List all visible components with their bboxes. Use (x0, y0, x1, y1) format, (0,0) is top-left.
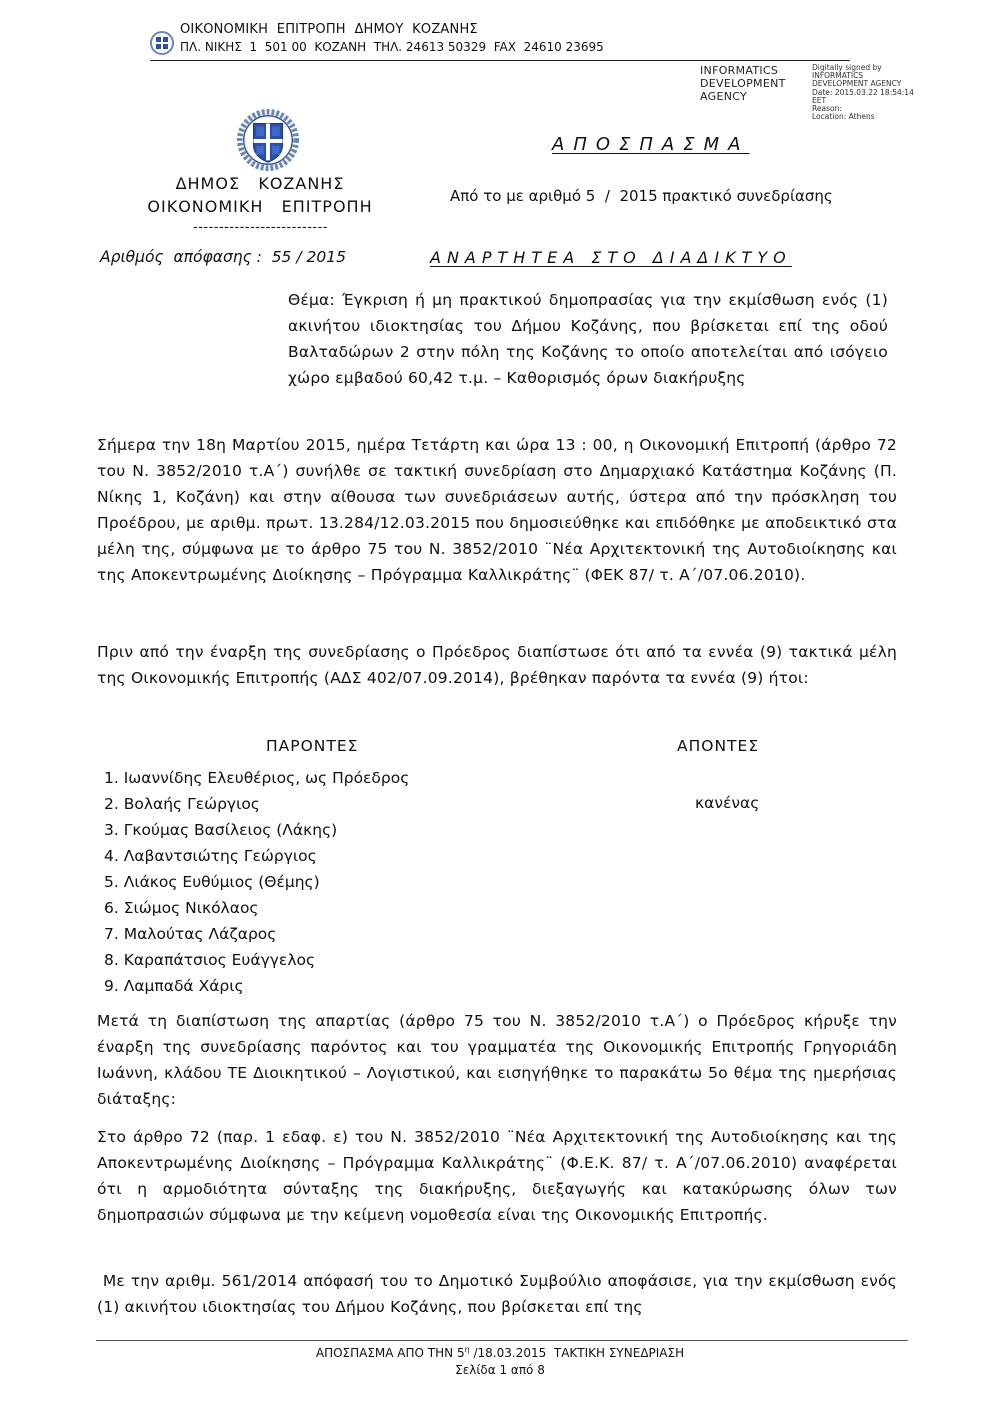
list-item: 5. Λιάκος Ευθύμιος (Θέμης) (104, 873, 320, 891)
footer-rule (96, 1340, 908, 1341)
meeting-intro-paragraph: Σήμερα την 18η Μαρτίου 2015, ημέρα Τετάρτη και ώρα 13 : 00, η Οικονομική Επιτροπή (άρθρο 72 του Ν. 3852/2010 τ.Α΄) συνήλθε σε τακτική συνεδρίαση στο Δημαρχιακό Κατάστημα Κοζάνης (Π. Νίκης 1, Κοζάνη) και στην αίθουσα των συνεδριάσεων αυτής, ύστερα από την πρόσκληση του Προέδρου, με αριθμ. πρωτ. 13.284/12.03.2015 που δημοσιεύθηκε και επιδόθηκε με αποδεικτικό στα μέλη της, σύμφωνα με το άρθρο 75 του Ν. 3852/2010 ¨Νέα Αρχιτεκτονική της Αυτοδιοίκησης και της Αποκεντρωμένης Διοίκησης – Πρόγραμμα Καλλικράτης¨ (ΦΕΚ 87/ τ. Α΄/07.06.2010). (97, 436, 897, 584)
quorum-paragraph: Πριν από την έναρξη της συνεδρίασης ο Πρόεδρος διαπίστωσε ότι από τα εννέα (9) τακτικά μέλη της Οικονομικής Επιτροπής (ΑΔΣ 402/07.09.2014), βρέθηκαν παρόντα τα εννέα (9) ήτοι: (97, 643, 897, 687)
organization-heading (110, 172, 410, 218)
footer-ref-pre: ΑΠΟΣΠΑΣΜΑ ΑΠΟ ΤΗΝ 5 (315, 1346, 465, 1360)
municipality-name: ΔΗΜΟΣ ΚΟΖΑΝΗΣ (175, 174, 345, 193)
header-title: ΟΙΚΟΝΟΜΙΚΗ ΕΠΙΤΡΟΠΗ ΔΗΜΟΥ ΚΟΖΑΝΗΣ (180, 22, 478, 37)
session-opening-paragraph: Μετά τη διαπίστωση της απαρτίας (άρθρο 75 του Ν. 3852/2010 τ.Α΄) ο Πρόεδρος κήρυξε την έναρξη της συνεδρίασης παρόντος και του γραμματέα της Οικονομικής Επιτροπής Γρηγοριάδη Ιωάννη, κλάδου ΤΕ Διοικητικού – Λογιστικού, και εισηγήθηκε το παρακάτω 5ο θέμα της ημερήσιας διάταξης: (97, 1012, 897, 1108)
footer-reference (0, 1345, 1000, 1360)
absent-header: ΑΠΟΝΤΕΣ (677, 737, 760, 755)
present-header: ΠΑΡΟΝΤΕΣ (266, 737, 359, 755)
page-number: Σελίδα 1 από 8 (455, 1363, 545, 1377)
committee-name: ΟΙΚΟΝΟΜΙΚΗ ΕΠΙΤΡΟΠΗ (147, 197, 373, 216)
list-item: 9. Λαμπαδά Χάρις (104, 977, 244, 995)
signature-tz: EET (812, 95, 827, 105)
present-members-list (104, 765, 409, 999)
signature-reason: Reason: (812, 104, 842, 114)
subject-paragraph: Θέμα: Έγκριση ή μη πρακτικού δημοπρασίας για την εκμίσθωση ενός (1) ακινήτου ιδιοκτησίας του Δήμου Κοζάνης, που βρίσκεται επί της οδού Βαλταδώρων 2 στην πόλη της Κοζάνης το οποίο αποτελείται από ισόγειο χώρο εμβαδού 60,42 τ.μ. – Καθορισμός όρων διακήρυξης (288, 291, 888, 387)
list-item: 4. Λαβαντσιώτης Γεώργιος (104, 847, 317, 865)
minutes-reference: Από το με αριθμό 5 / 2015 πρακτικό συνεδρίασης (450, 187, 833, 205)
signature-line: Digitally signed by (812, 63, 882, 72)
signature-signer: INFORMATICS DEVELOPMENT AGENCY (700, 64, 786, 103)
list-item: 8. Καραπάτσιος Ευάγγελος (104, 951, 316, 969)
list-item: 3. Γκούμας Βασίλειος (Λάκης) (104, 821, 338, 839)
council-decision-paragraph: Με την αριθμ. 561/2014 απόφασή του το Δημοτικό Συμβούλιο αποφάσισε, για την εκμίσθωση ενός (1) ακινήτου ιδιοκτησίας του Δήμου Κοζάνης, που βρίσκεται επί της (97, 1272, 903, 1316)
list-item: 2. Βολαής Γεώργιος (104, 795, 260, 813)
document-title: ΑΠΟΣΠΑΣΜΑ (552, 134, 750, 155)
digital-signature-block[interactable] (812, 64, 914, 121)
signature-location: Location: Athens (812, 112, 875, 122)
signature-line: INFORMATICS (812, 71, 864, 81)
legal-basis-paragraph: Στο άρθρο 72 (παρ. 1 εδαφ. ε) του Ν. 3852/2010 ¨Νέα Αρχιτεκτονική της Αυτοδιοίκησης και της Αποκεντρωμένης Διοίκησης – Πρόγραμμα Καλλικράτης¨ (Φ.Ε.Κ. 87/ τ. Α΄/07.06.2010) αναφέρεται ότι η αρμοδιότητα σύνταξης της διακήρυξης, διεξαγωγής και κατακύρωσης όλων των δημοπρασιών σύμφωνα με την κείμενη νομοθεσία είναι της Οικονομικής Επιτροπής. (97, 1128, 897, 1224)
small-coat-of-arms-icon (150, 31, 174, 55)
publish-online-notice: ΑΝΑΡΤΗΤΕΑ ΣΤΟ ΔΙΑΔΙΚΤΥΟ (430, 248, 792, 267)
list-item: 1. Ιωαννίδης Ελευθέριος, ως Πρόεδρος (104, 769, 410, 787)
footer-ref-sup: η (464, 1345, 470, 1354)
header-rule (150, 60, 850, 61)
signature-line: DEVELOPMENT AGENCY (812, 79, 902, 89)
absent-members: κανένας (695, 794, 760, 812)
list-item: 7. Μαλούτας Λάζαρος (104, 925, 277, 943)
greek-coat-of-arms-icon (236, 108, 300, 172)
dashed-separator: -------------------------- (193, 220, 328, 235)
signature-date: Date: 2015.03.22 18:54:14 (812, 87, 914, 97)
list-item: 6. Σιώμος Νικόλαος (104, 899, 259, 917)
footer-ref-post: /18.03.2015 ΤΑΚΤΙΚΗ ΣΥΝΕΔΡΙΑΣΗ (469, 1346, 685, 1360)
header-address: ΠΛ. ΝΙΚΗΣ 1 501 00 ΚΟΖΑΝΗ ΤΗΛ. 24613 50329 FAX 24610 23695 (180, 40, 604, 54)
decision-number: Αριθμός απόφασης : 55 / 2015 (100, 248, 346, 266)
